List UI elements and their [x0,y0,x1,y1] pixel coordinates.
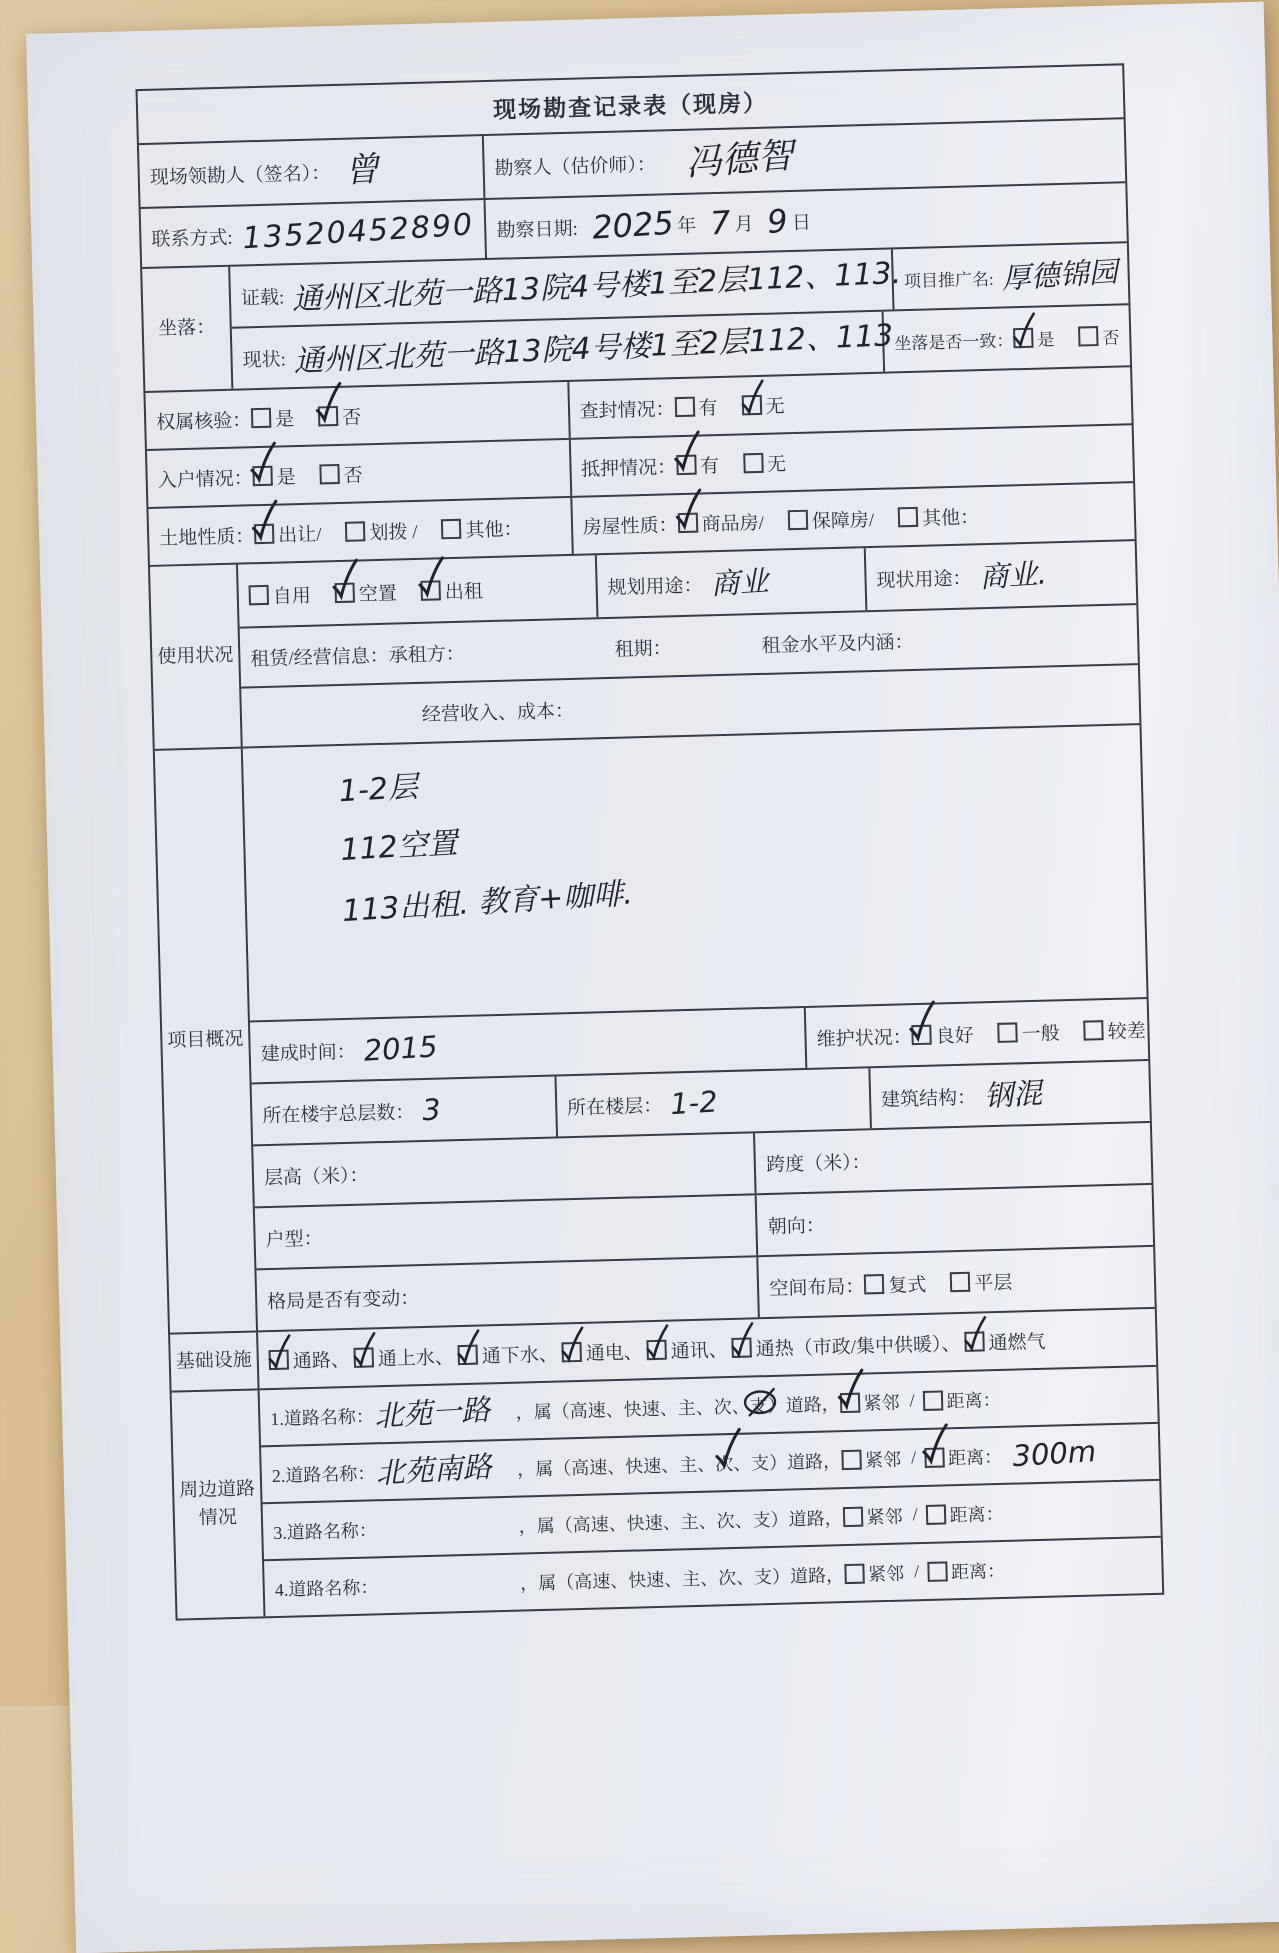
date-year-value: 2025 [590,203,675,247]
checkmark-icon [351,1330,378,1369]
checkbox-icon [249,585,270,606]
road-distance-option [924,1442,1003,1470]
road-name-handwritten: 北苑南路 [374,1449,493,1491]
option-label: 无 [765,395,785,418]
road-class-list: ，属（高速、快速、主、 [519,1567,719,1594]
checkbox-icon [334,583,355,604]
checkbox-icon [839,1392,860,1413]
checkmark-icon [835,1362,866,1415]
road-class-separator: 、 [734,1509,753,1531]
checkmark-icon [907,994,938,1047]
consistent-no-option [1078,323,1120,349]
option-label: 商品房/ [701,512,765,535]
structure-label: 建筑结构： [880,1086,977,1111]
road-class-secondary: 次 [713,1396,732,1417]
form-title: 现场勘查记录表（现房） [492,90,769,123]
checkbox-icon [354,1347,375,1368]
year-unit: 年 [676,215,697,237]
land-nature-label: 土地性质： [158,525,255,550]
seal-label: 查封情况： [579,398,675,423]
structure-handwritten: 钢混 [983,1075,1043,1113]
rental-term-label: 租期： [614,637,672,661]
option-label: 较差 [1107,1020,1146,1043]
roads-label-line1: 周边道路 [178,1478,256,1501]
surveyor-cell [139,136,485,207]
road-name-field [374,1449,518,1491]
appraiser-label: 勘察人（估价师）： [494,154,657,180]
floor-handwritten: 1-2 [669,1083,719,1121]
road-class-separator: 、 [732,1453,752,1474]
checkbox-icon [441,519,462,540]
checkmark-icon [644,1323,671,1362]
option-label: 无 [766,453,787,476]
checkbox-icon [924,1447,945,1468]
checkbox-icon [788,510,809,531]
infra-road-option [268,1344,350,1373]
structure-cell [870,1061,1150,1128]
overview-block [155,725,1155,1335]
mortgage-yes-option [676,451,720,479]
checkbox-icon [677,513,698,534]
checkmark-icon [729,1320,756,1359]
planned-use-handwritten: 商业 [709,563,770,601]
road-class-list: ，属（高速、快速、主、 [515,1396,714,1423]
unit-type-label: 户型： [265,1228,323,1251]
checkbox-icon [997,1022,1018,1043]
seal-yes-option [674,393,718,421]
mortgage-none-option [743,449,787,477]
ceiling-height-label: 层高（米）： [263,1164,369,1189]
entry-label: 入户情况： [157,467,253,492]
checkmark-icon [455,1328,482,1367]
seal-none-option [741,391,785,419]
overview-notes-row [243,725,1147,1022]
current-use-cell [866,541,1137,610]
entry-no-option [319,460,363,488]
option-label: 紧邻 [866,1506,903,1528]
layout-duplex-option [864,1269,927,1298]
checkmark-icon [671,424,702,477]
space-layout-cell [759,1247,1155,1317]
contact-cell [141,200,488,267]
road-suffix: ）道路， [768,1450,842,1473]
space-layout-label: 空间布局： [769,1275,865,1300]
checkbox-icon [1083,1020,1104,1041]
option-label: 紧邻 [863,1392,900,1414]
infra-heating-option [731,1328,960,1361]
circle-mark-icon [740,1386,779,1417]
infrastructure-label: 基础设施 [170,1332,259,1390]
floor-cell [556,1068,871,1136]
road-adjacent-option [842,1502,903,1530]
checkbox-icon [731,1337,752,1358]
road-class-secondary: 次 [717,1567,737,1588]
survey-form-table [135,63,1164,1620]
road-adjacent-option [841,1445,902,1473]
checkbox-icon [561,1342,582,1363]
rent-level-label: 租金水平及内涵： [761,631,914,657]
road-suffix: ）道路， [771,1564,845,1587]
usage-vacant-option [334,578,397,607]
option-label: 出租 [444,580,484,603]
checkbox-icon [646,1340,667,1361]
checkmark-icon [330,552,361,605]
rental-info-label: 租赁/经营信息：承租方： [250,643,465,670]
road-class-separator: 、 [731,1396,750,1417]
option-label: 通上水、 [377,1346,455,1370]
promo-name-handwritten: 厚德锦园 [1000,254,1119,296]
road-class-separator: 、 [735,1566,755,1588]
option-label: 距离： [947,1446,1003,1468]
checkbox-icon [676,455,697,476]
road-class-branch [749,1392,768,1418]
option-label: 一般 [1021,1022,1060,1045]
checkmark-icon [919,1417,950,1470]
checkbox-icon [864,1274,885,1295]
road-class-secondary: 次 [716,1510,735,1531]
checkbox-icon [925,1504,946,1525]
appraiser-signature: 冯德智 [684,135,796,185]
checkmark-icon [313,376,344,429]
option-label: 否 [341,406,362,429]
checkmark-icon [962,1314,989,1353]
checkbox-icon [252,466,273,487]
option-label: 通热（市政/集中供暖）、 [755,1333,961,1360]
option-label: 有 [698,397,718,420]
roads-block [172,1367,1163,1619]
road-name-handwritten: 北苑一路 [372,1392,491,1434]
checkbox-icon [269,1350,290,1371]
road-distance-handwritten: 300m [1011,1434,1097,1474]
usage-block [150,541,1139,751]
current-use-handwritten: 商业. [978,555,1048,594]
planned-use-cell [597,548,868,617]
road-number-label: 3.道路名称： [273,1519,378,1543]
infra-water-supply-option [353,1342,454,1372]
road-number-label: 1.道路名称： [270,1405,375,1429]
checkbox-icon [420,580,441,601]
option-label: 通讯、 [670,1339,729,1363]
mortgage-label: 抵押情况： [580,456,677,481]
infra-telecom-option [646,1335,728,1364]
pattern-change-label: 格局是否有变动： [267,1287,420,1313]
land-allocation-option [345,516,418,545]
infra-electricity-option [561,1337,643,1366]
cert-address-handwritten: 通州区北苑一路13院4号楼1至2层112、113. [291,255,903,318]
road-class-branch: 支 [752,1509,771,1530]
land-other-option [441,514,523,543]
land-nature-cell [148,498,573,565]
option-label: 出让/ [277,523,322,547]
checkbox-icon [844,1563,865,1584]
survey-date-label: 勘察日期: [496,218,579,242]
checkmark-icon [739,378,766,417]
land-transfer-option [254,519,322,548]
cert-label: 证载: [240,286,285,309]
road-class-secondary [715,1449,734,1475]
option-label: 是 [276,466,296,489]
total-floors-label: 所在楼宇总层数： [262,1101,415,1127]
option-label: 自用 [272,585,312,608]
note-line: 113出租. 教育+咖啡. [341,876,634,930]
contact-phone: 13520452890 [241,207,476,257]
road-name-field [372,1392,516,1434]
ownership-label: 权属核验： [155,409,252,434]
ceiling-height-cell [253,1133,757,1206]
income-label: 经营收入、成本： [421,700,575,726]
note-line: 1-2层 [337,769,419,810]
date-day-value: 9 [766,201,790,241]
option-label: 距离： [946,1389,1001,1411]
house-affordable-option [787,504,874,533]
option-label: 划拨 / [369,521,418,544]
contact-label: 联系方式: [151,227,233,251]
house-other-option [898,502,980,531]
checkbox-icon [319,464,340,485]
slash-separator: / [912,1504,918,1525]
location-consistent-cell [884,305,1130,371]
option-label: 距离： [949,1503,1004,1525]
checkbox-icon [743,453,764,474]
layout-flat-option [950,1267,1013,1296]
option-label: 紧邻 [867,1563,905,1584]
checkbox-icon [674,397,695,418]
pattern-change-cell [256,1257,760,1330]
road-name-field [378,1582,520,1586]
checkbox-icon [254,524,275,545]
option-label: 通电、 [585,1341,644,1365]
road-adjacent-option [844,1559,905,1587]
consistent-yes-option [1013,325,1055,351]
total-floors-handwritten: 3 [421,1091,442,1127]
checkbox-icon [458,1345,479,1366]
consistent-label: 坐落是否一致： [894,330,1014,353]
option-label: 通下水、 [481,1344,559,1368]
road-distance-option [925,1499,1004,1527]
usage-options-cell [238,555,598,626]
option-label: 其他： [465,518,523,542]
option-label: 支 [749,1395,768,1417]
surveyor-label: 现场领勘人（签名）： [149,162,331,189]
road-class-branch: 支 [753,1566,773,1587]
overview-notes-cell [243,725,1147,1020]
option-label: 否 [1102,327,1120,348]
usage-self-option [248,580,311,609]
checkbox-icon [251,408,272,429]
built-year-label: 建成时间： [260,1041,357,1065]
entry-cell [147,440,572,507]
checkmark-icon [248,436,279,489]
road-suffix: ）道路， [767,1393,840,1416]
maintenance-poor-option [1083,1016,1146,1045]
checkmark-icon [249,494,280,547]
slash-separator: / [909,1390,915,1411]
road-number-label: 4.道路名称： [274,1576,379,1600]
maintenance-cell [806,999,1148,1068]
roads-label-line2: 情况 [198,1506,238,1529]
checkbox-icon [927,1561,948,1582]
checkbox-icon [950,1272,971,1293]
option-label: 次 [714,1453,734,1474]
slash-separator: / [910,1447,917,1468]
house-nature-label: 房屋性质： [582,514,678,539]
checkbox-icon [898,507,919,528]
option-label: 空置 [358,582,398,605]
roads-label [172,1390,266,1618]
current-use-label: 现状用途： [876,567,972,592]
unit-type-cell [255,1195,759,1268]
usage-label: 使用状况 [150,565,243,749]
option-label: 复式 [888,1274,927,1297]
checkbox-icon [1078,326,1099,347]
road-number-label: 2.道路名称： [271,1462,376,1486]
ownership-cell [145,382,570,449]
overview-label: 项目概况 [155,749,258,1333]
option-label: 通路、 [292,1349,351,1372]
current-label: 现状: [242,348,287,371]
option-label: 平层 [974,1272,1013,1295]
option-label: 有 [699,455,720,477]
checkbox-icon [922,1390,943,1411]
option-label: 距离： [950,1560,1006,1582]
checkbox-icon [842,1506,863,1527]
checkbox-icon [741,395,762,416]
infra-gas-option [964,1326,1046,1355]
road-suffix: ）道路， [770,1507,843,1530]
month-unit: 月 [734,213,754,236]
option-label: 其他： [921,506,980,530]
option-label: 保障房/ [811,509,875,533]
floor-label: 所在楼层： [566,1095,663,1119]
day-unit: 日 [791,212,812,234]
option-label: 通燃气 [988,1331,1046,1354]
road-class-branch: 支 [750,1452,770,1474]
infra-drainage-option [457,1339,558,1369]
promo-label: 项目推广名: [903,269,994,291]
usage-rented-option [420,576,483,605]
road-distance-option [927,1556,1006,1584]
checkbox-icon [318,406,339,427]
checkmark-icon [712,1421,743,1474]
span-cell [755,1123,1151,1193]
checkbox-icon [911,1025,932,1046]
built-year-handwritten: 2015 [362,1028,439,1068]
surveyor-signature: 曾 [343,149,380,192]
checkbox-icon [1013,328,1034,349]
orientation-label: 朝向： [767,1215,826,1238]
checkmark-icon [559,1325,586,1364]
checkmark-icon [673,482,704,535]
maintenance-label: 维护状况： [816,1026,912,1051]
road-class-list: ，属（高速、快速、主、 [518,1510,717,1537]
ownership-no-option [318,402,362,430]
option-label: 良好 [935,1025,974,1048]
entry-yes-option [252,462,296,490]
road-class-list: ，属（高速、快速、主、 [516,1453,716,1480]
date-month-value: 7 [709,203,732,243]
checkbox-icon [841,1449,862,1470]
checkbox-icon [345,521,366,542]
option-label: 是 [1037,329,1055,350]
maintenance-good-option [911,1020,974,1049]
option-label: 是 [274,408,295,431]
orientation-cell [757,1185,1153,1255]
option-label: 紧邻 [864,1449,902,1471]
checkmark-icon [416,550,447,603]
road-name-field [377,1525,519,1529]
checkmark-icon [1011,311,1038,350]
span-label: 跨度（米）： [765,1151,871,1176]
paper-sheet [26,2,1279,1953]
checkbox-icon [964,1331,985,1352]
note-line: 112空置 [339,825,459,869]
checkmark-icon [266,1332,293,1371]
house-commodity-option [677,507,764,536]
slash-separator: / [913,1561,920,1582]
option-label: 否 [343,464,363,487]
maintenance-average-option [997,1018,1060,1047]
road-adjacent-option [839,1388,900,1416]
planned-use-label: 规划用途： [607,574,703,599]
road-distance-option [922,1385,1001,1413]
ownership-yes-option [251,404,295,432]
total-floors-cell [252,1076,558,1144]
location-label: 坐落： [142,267,233,391]
promo-name-cell [893,243,1128,309]
current-address-handwritten: 通州区北苑一路13院4号楼1至2层112、113 [293,318,895,380]
